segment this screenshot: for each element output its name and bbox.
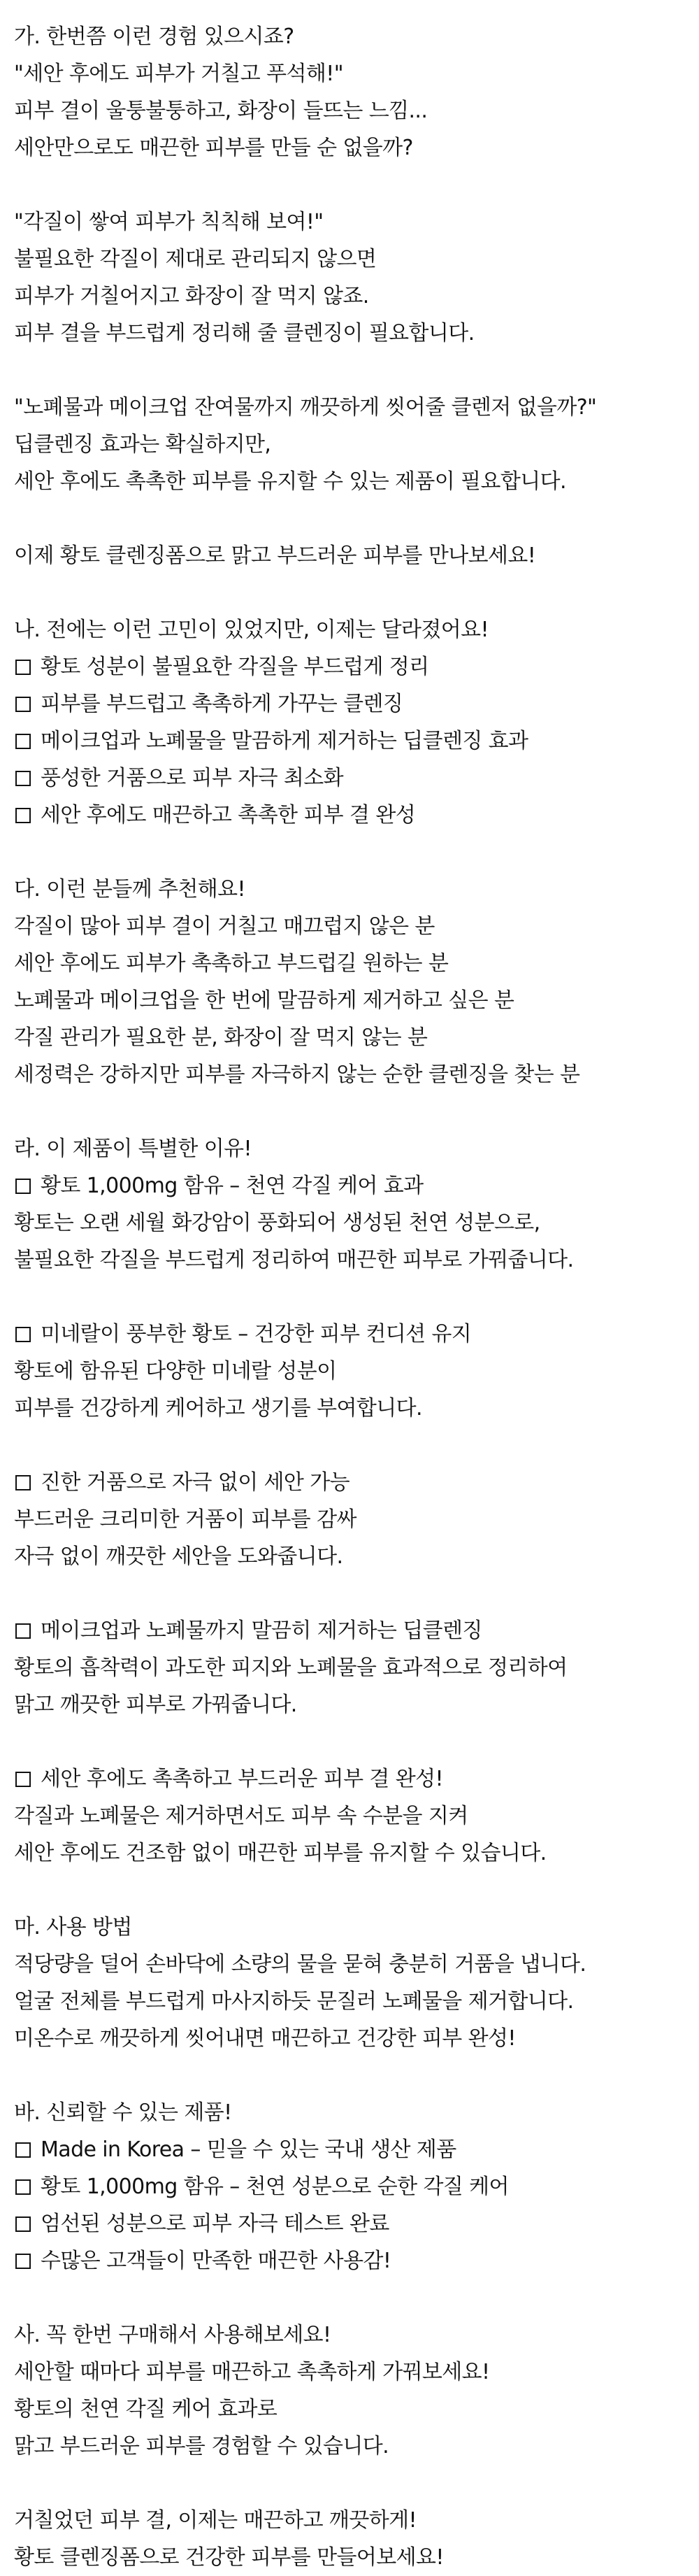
checkbox-icon xyxy=(15,2216,31,2232)
checklist-item-text: 미네랄이 풍부한 황토 – 건강한 피부 컨디션 유지 xyxy=(41,1322,472,1346)
blank-line xyxy=(14,574,685,611)
text-line: 미온수로 깨끗하게 씻어내면 매끈하고 건강한 피부 완성! xyxy=(14,2026,516,2051)
checkbox-icon xyxy=(15,808,31,823)
checklist-item xyxy=(14,1167,685,1204)
text-line: 불필요한 각질이 제대로 관리되지 않으면 xyxy=(14,247,377,271)
text-line: 바. 신뢰할 수 있는 제품! xyxy=(14,2100,232,2125)
blank-line xyxy=(14,2279,685,2317)
text-line: "각질이 쌓여 피부가 칙칙해 보여!" xyxy=(14,210,324,234)
blank-line xyxy=(14,1872,685,1909)
blank-line xyxy=(14,352,685,389)
checklist-item xyxy=(14,2205,685,2242)
text-line: 적당량을 덜어 손바닥에 소량의 물을 묻혀 충분히 거품을 냅니다. xyxy=(14,1952,586,1977)
text-line: 황토에 함유된 다양한 미네랄 성분이 xyxy=(14,1359,337,1383)
text-line: 피부를 건강하게 케어하고 생기를 부여합니다. xyxy=(14,1396,422,1421)
text-line: 황토의 흡착력이 과도한 피지와 노폐물을 효과적으로 정리하여 xyxy=(14,1656,568,1680)
text-line: 각질 관리가 필요한 분, 화장이 잘 먹지 않는 분 xyxy=(14,1025,428,1050)
text-line: 세안할 때마다 피부를 매끈하고 촉촉하게 가꿔보세요! xyxy=(14,2360,490,2384)
text-line: 얼굴 전체를 부드럽게 마사지하듯 문질러 노폐물을 제거합니다. xyxy=(14,1989,574,2014)
checkbox-icon xyxy=(15,1772,31,1787)
checkbox-icon xyxy=(15,2254,31,2269)
checklist-item xyxy=(14,1760,685,1798)
checkbox-icon xyxy=(15,660,31,675)
text-line: 불필요한 각질을 부드럽게 정리하여 매끈한 피부로 가꿔줍니다. xyxy=(14,1248,574,1272)
text-line: 노폐물과 메이크업을 한 번에 말끔하게 제거하고 싶은 분 xyxy=(14,988,514,1013)
blank-line xyxy=(14,2057,685,2094)
text-line: 가. 한번쯤 이런 경험 있으시죠? xyxy=(14,24,294,49)
checkbox-icon xyxy=(15,771,31,786)
checklist-item-text: 황토 1,000mg 함유 – 천연 각질 케어 효과 xyxy=(41,1174,424,1198)
text-line: 피부가 거칠어지고 화장이 잘 먹지 않죠. xyxy=(14,284,369,308)
checklist-item xyxy=(14,2242,685,2279)
checkbox-icon xyxy=(15,2179,31,2195)
text-line: 세안 후에도 건조함 없이 매끈한 피부를 유지할 수 있습니다. xyxy=(14,1841,547,1865)
checklist-item xyxy=(14,723,685,760)
checklist-item-text: 황토 1,000mg 함유 – 천연 성분으로 순한 각질 케어 xyxy=(41,2175,509,2199)
text-line: 세안 후에도 피부가 촉촉하고 부드럽길 원하는 분 xyxy=(14,951,449,976)
text-line: 각질이 많아 피부 결이 거칠고 매끄럽지 않은 분 xyxy=(14,914,435,939)
checklist-item-text: 진한 거품으로 자극 없이 세안 가능 xyxy=(41,1470,350,1495)
checklist-item-text: 풍성한 거품으로 피부 자극 최소화 xyxy=(41,766,344,790)
checkbox-icon xyxy=(15,734,31,749)
checkbox-icon xyxy=(15,1475,31,1490)
text-line: "세안 후에도 피부가 거칠고 푸석해!" xyxy=(14,62,343,86)
blank-line xyxy=(14,1575,685,1612)
blank-line xyxy=(14,1093,685,1130)
checklist-item xyxy=(14,685,685,723)
text-line: 사. 꼭 한번 구매해서 사용해보세요! xyxy=(14,2323,331,2347)
text-line: 거칠었던 피부 결, 이제는 매끈하고 깨끗하게! xyxy=(14,2508,417,2533)
text-line: 딥클렌징 효과는 확실하지만, xyxy=(14,432,271,457)
text-line: "노폐물과 메이크업 잔여물까지 깨끗하게 씻어줄 클렌저 없을까?" xyxy=(14,395,597,420)
checklist-item xyxy=(14,1316,685,1353)
checklist-item xyxy=(14,1612,685,1649)
text-line: 황토 클렌징폼으로 건강한 피부를 만들어보세요! xyxy=(14,2545,444,2570)
text-line: 이제 황토 클렌징폼으로 맑고 부드러운 피부를 만나보세요! xyxy=(14,543,536,568)
blank-line xyxy=(14,1723,685,1760)
blank-line xyxy=(14,500,685,537)
checkbox-icon xyxy=(15,1179,31,1194)
checkbox-icon xyxy=(15,2142,31,2158)
checklist-item-text: Made in Korea – 믿을 수 있는 국내 생산 제품 xyxy=(41,2137,456,2162)
checklist-item-text: 피부를 부드럽고 촉촉하게 가꾸는 클렌징 xyxy=(41,692,403,716)
checklist-item-text: 메이크업과 노폐물까지 말끔히 제거하는 딥클렌징 xyxy=(41,1618,482,1643)
text-line: 나. 전에는 이런 고민이 있었지만, 이제는 달라졌어요! xyxy=(14,618,489,642)
document-body xyxy=(14,18,685,2576)
checklist-item xyxy=(14,2168,685,2205)
text-line: 다. 이런 분들께 추천해요! xyxy=(14,877,245,902)
text-line: 맑고 깨끗한 피부로 가꿔줍니다. xyxy=(14,1693,297,1717)
checklist-item xyxy=(14,760,685,797)
text-line: 피부 결을 부드럽게 정리해 줄 클렌징이 필요합니다. xyxy=(14,321,475,346)
blank-line xyxy=(14,834,685,871)
text-line: 황토의 천연 각질 케어 효과로 xyxy=(14,2397,278,2421)
text-line: 세안 후에도 촉촉한 피부를 유지할 수 있는 제품이 필요합니다. xyxy=(14,469,566,494)
checklist-item xyxy=(14,797,685,834)
text-line: 피부 결이 울퉁불퉁하고, 화장이 들뜨는 느낌... xyxy=(14,99,428,123)
text-line: 자극 없이 깨끗한 세안을 도와줍니다. xyxy=(14,1544,343,1569)
text-line: 세안만으로도 매끈한 피부를 만들 순 없을까? xyxy=(14,136,413,160)
checklist-item-text: 황토 성분이 불필요한 각질을 부드럽게 정리 xyxy=(41,655,429,679)
text-line: 마. 사용 방법 xyxy=(14,1915,132,1940)
text-line: 세정력은 강하지만 피부를 자극하지 않는 순한 클렌징을 찾는 분 xyxy=(14,1062,580,1087)
text-line: 맑고 부드러운 피부를 경험할 수 있습니다. xyxy=(14,2434,389,2458)
checklist-item-text: 메이크업과 노폐물을 말끔하게 제거하는 딥클렌징 효과 xyxy=(41,729,528,753)
blank-line xyxy=(14,2465,685,2502)
checklist-item xyxy=(14,2131,685,2168)
checklist-item-text: 엄선된 성분으로 피부 자극 테스트 완료 xyxy=(41,2212,389,2236)
checklist-item-text: 세안 후에도 매끈하고 촉촉한 피부 결 완성 xyxy=(41,803,416,827)
checklist-item xyxy=(14,1464,685,1501)
checkbox-icon xyxy=(15,1623,31,1639)
checklist-item xyxy=(14,648,685,685)
text-line: 황토는 오랜 세월 화강암이 풍화되어 생성된 천연 성분으로, xyxy=(14,1211,540,1235)
text-line: 라. 이 제품이 특별한 이유! xyxy=(14,1137,252,1161)
text-line: 각질과 노폐물은 제거하면서도 피부 속 수분을 지켜 xyxy=(14,1804,468,1828)
blank-line xyxy=(14,1427,685,1464)
checkbox-icon xyxy=(15,697,31,712)
checklist-item-text: 수많은 고객들이 만족한 매끈한 사용감! xyxy=(41,2249,391,2273)
checklist-item-text: 세안 후에도 촉촉하고 부드러운 피부 결 완성! xyxy=(41,1767,443,1791)
blank-line xyxy=(14,166,685,204)
checkbox-icon xyxy=(15,1327,31,1342)
blank-line xyxy=(14,1279,685,1316)
text-line: 부드러운 크리미한 거품이 피부를 감싸 xyxy=(14,1507,356,1532)
